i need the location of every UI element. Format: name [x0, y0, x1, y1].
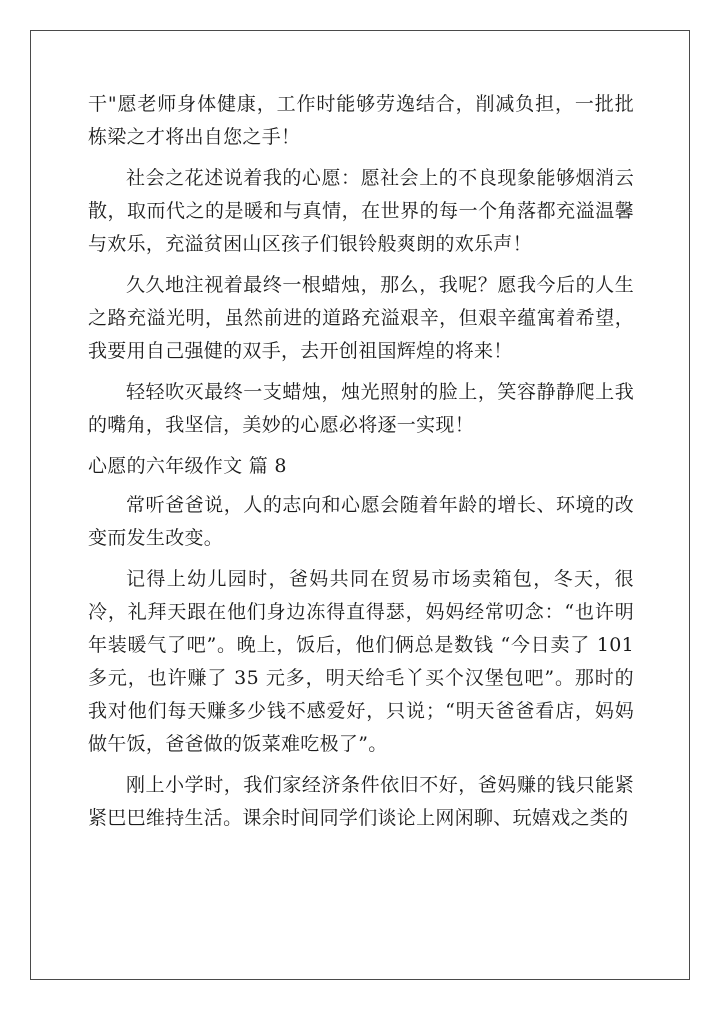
paragraph-continuation: 干"愿老师身体健康，工作时能够劳逸结合，削减负担，一批批栋梁之才将出自您之手！ [88, 93, 634, 148]
paragraph: 常听爸爸说，人的志向和心愿会随着年龄的增长、环境的改变而发生改变。 [88, 494, 634, 549]
paragraph: 刚上小学时，我们家经济条件依旧不好，爸妈赚的钱只能紧紧巴巴维持生活。课余时间同学们谈论上网闲聊、玩嬉戏之类的 [88, 774, 634, 829]
paragraph: 社会之花述说着我的心愿：愿社会上的不良现象能够烟消云散，取而代之的是暖和与真情，在世界的每一个角落都充溢温馨与欢乐，充溢贫困山区孩子们银铃般爽朗的欢乐声！ [88, 167, 634, 255]
paragraph: 久久地注视着最终一根蜡烛，那么，我呢？愿我今后的人生之路充溢光明，虽然前进的道路充溢艰辛，但艰辛蕴寓着希望，我要用自己强健的双手，去开创祖国辉煌的将来！ [88, 274, 634, 362]
paragraph: 轻轻吹灭最终一支蜡烛，烛光照射的脸上，笑容静静爬上我的嘴角，我坚信，美妙的心愿必将逐一实现！ [88, 381, 634, 436]
section-heading: 心愿的六年级作文 篇 8 [88, 455, 287, 477]
paragraph: 记得上幼儿园时，爸妈共同在贸易市场卖箱包，冬天，很冷，礼拜天跟在他们身边冻得直得瑟，妈妈经常叨念：“也许明年装暖气了吧”。晚上，饭后，他们俩总是数钱 “今日卖了 101 多元，也许赚了 35 元多，明天给毛丫买个汉堡包吧”。那时的我对他们每天赚多少钱不感爱好，只说；“明天爸爸看店，妈妈做午饭，爸爸做的饭菜难吃极了”。 [88, 568, 634, 755]
document-body [88, 88, 634, 843]
